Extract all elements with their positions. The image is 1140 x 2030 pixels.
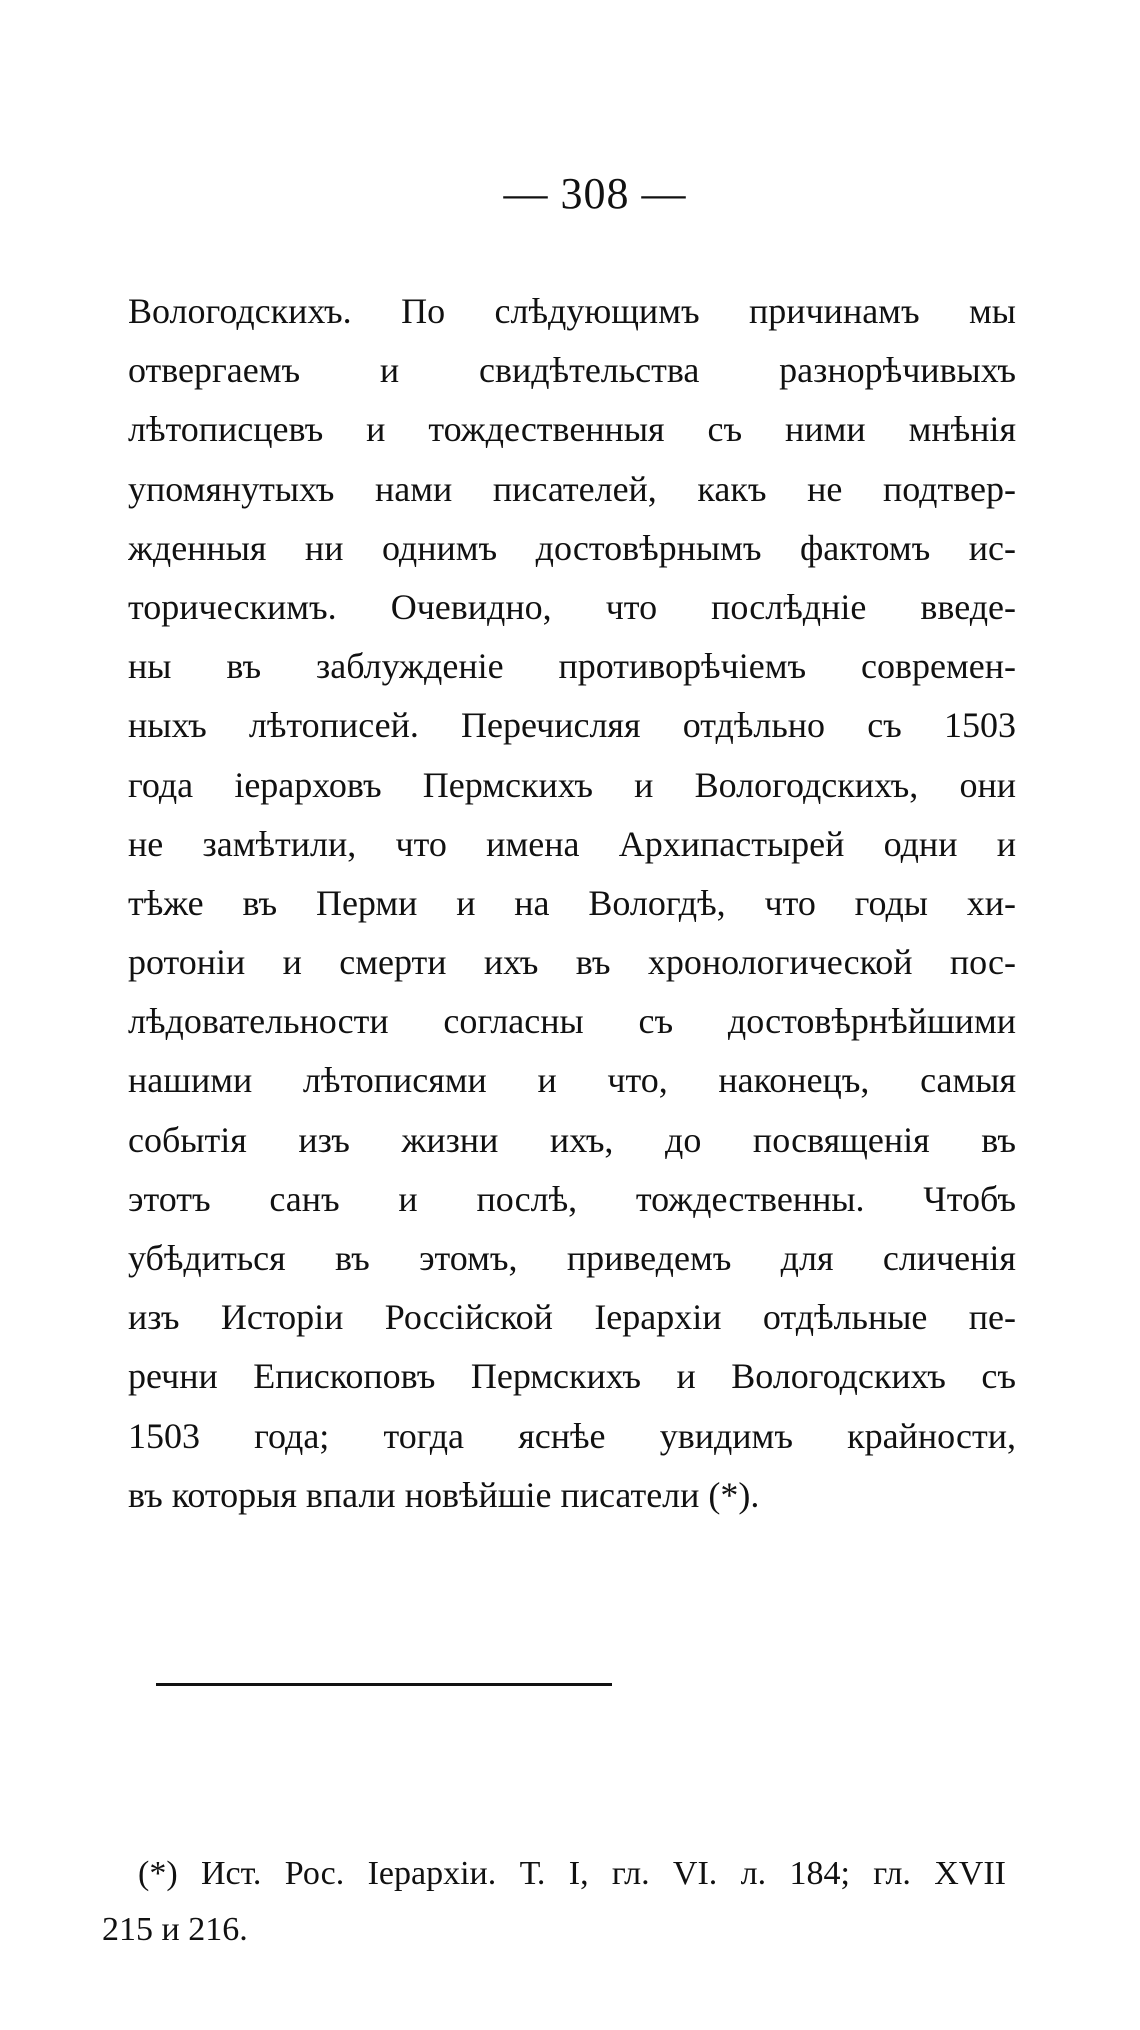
body-line: ныхъ лѣтописей. Перечисляя отдѣльно съ 1503	[128, 705, 1016, 746]
body-line: Вологодскихъ. По слѣдующимъ причинамъ мы	[128, 291, 1016, 331]
body-line: жденныя ни однимъ достовѣрнымъ фактомъ ис-	[128, 527, 1016, 568]
body-line: года іерарховъ Пермскихъ и Вологодскихъ, они	[128, 764, 1016, 805]
body-line: убѣдиться въ этомъ, приведемъ для сличенія	[128, 1238, 1016, 1278]
body-line: ротоніи и смерти ихъ въ хронологической пос-	[128, 942, 1016, 983]
footnote	[102, 1846, 1006, 1958]
body-line: речни Епископовъ Пермскихъ и Вологодскихъ съ	[128, 1356, 1016, 1397]
footnote-line: 215 и 216.	[102, 1911, 248, 1948]
body-line: ны въ заблужденіе противорѣчіемъ современ-	[128, 646, 1016, 687]
body-line: этотъ санъ и послѣ, тождественны. Чтобъ	[128, 1178, 1016, 1219]
footnote-divider	[156, 1683, 612, 1686]
page-number: — 308 —	[503, 169, 687, 218]
body-line: лѣдовательности согласны съ достовѣрнѣйшими	[128, 1001, 1016, 1042]
body-line: отвергаемъ и свидѣтельства разнорѣчивыхъ	[128, 350, 1016, 391]
body-line: 1503 года; тогда яснѣе увидимъ крайности,	[128, 1415, 1016, 1456]
body-line: упомянутыхъ нами писателей, какъ не подтвер-	[128, 468, 1016, 509]
body-line: изъ Исторіи Россійской Іерархіи отдѣльные пе-	[128, 1297, 1016, 1338]
body-line: нашими лѣтописями и что, наконецъ, самыя	[128, 1060, 1016, 1101]
footnote-line: (*) Ист. Рос. Іерархіи. Т. I, гл. VI. л. 184; гл. XVII	[138, 1855, 1006, 1892]
body-line: не замѣтили, что имена Архипастырей одни и	[128, 823, 1016, 864]
body-line: лѣтописцевъ и тождественныя съ ними мнѣнія	[128, 409, 1016, 450]
body-text	[128, 282, 1016, 1525]
body-line-last: въ которыя впали новѣйшіе писатели (*).	[128, 1474, 760, 1515]
body-line: тѣже въ Перми и на Вологдѣ, что годы хи-	[128, 882, 1016, 923]
body-line: торическимъ. Очевидно, что послѣдніе введе-	[128, 586, 1016, 627]
body-line: событія изъ жизни ихъ, до посвященія въ	[128, 1119, 1016, 1160]
